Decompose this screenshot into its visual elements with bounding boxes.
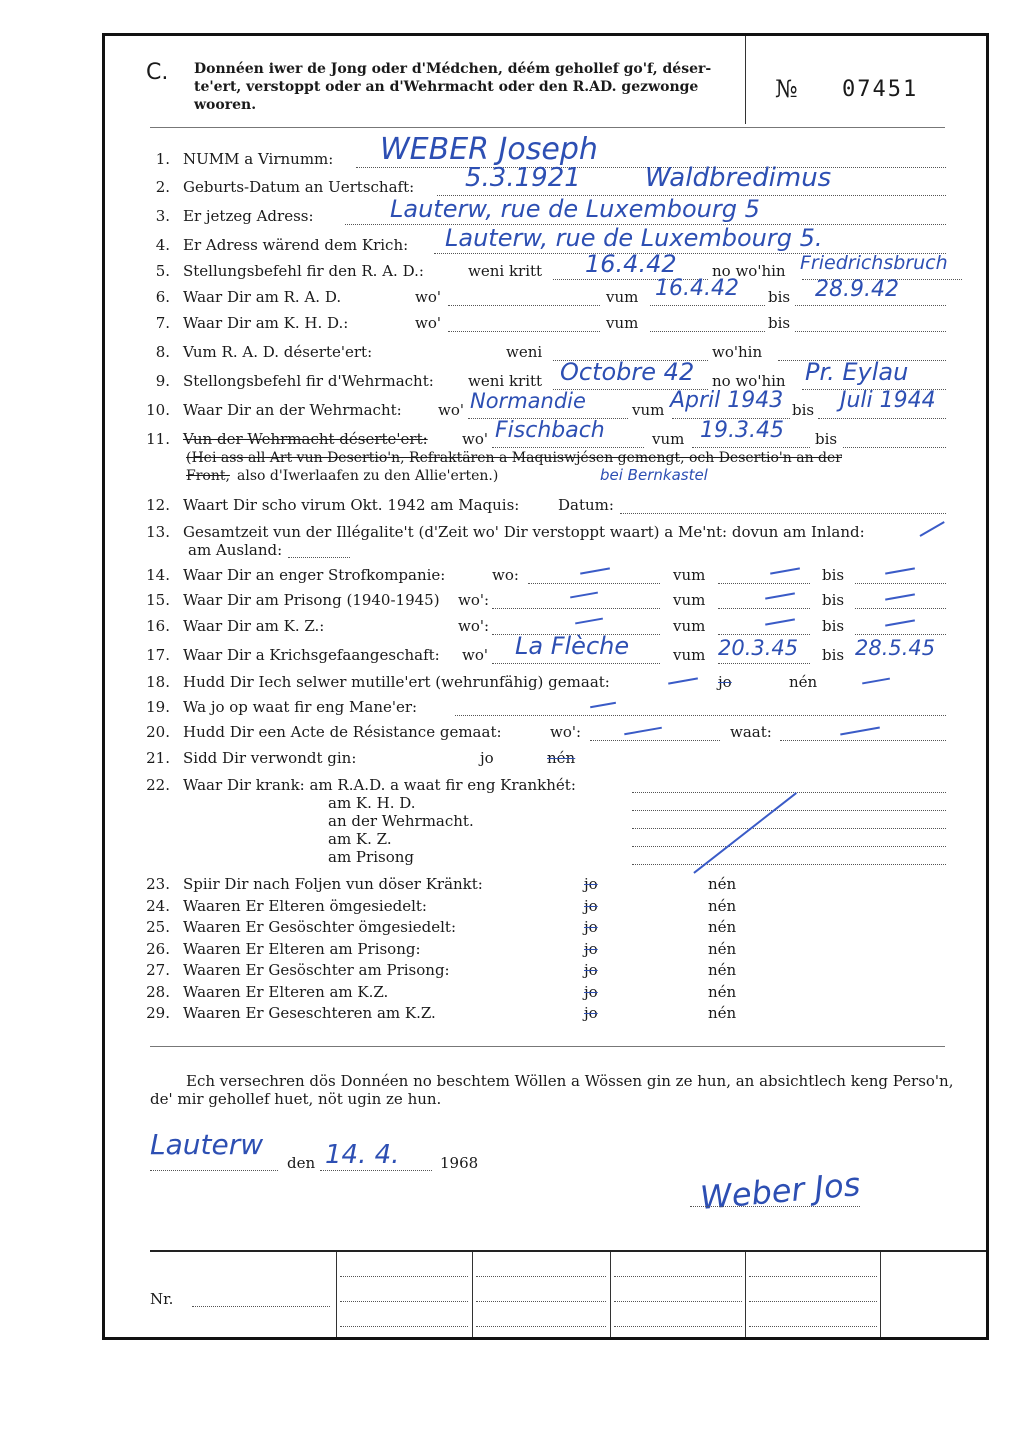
rad-from-date[interactable]: 16.4.42 [655, 276, 739, 301]
wo-label: wo' [462, 430, 488, 448]
frame-right [986, 35, 989, 1340]
item-4-label: Er Adress wärend dem Krich: [183, 236, 409, 254]
table-divider [745, 1252, 746, 1337]
bis-label: bis [822, 591, 845, 609]
fill-line [448, 305, 600, 306]
wehrmacht-to-date[interactable]: Juli 1944 [840, 388, 936, 413]
wohin-label: no wo'hin [712, 372, 786, 390]
nen-option[interactable]: nén [708, 940, 737, 958]
item-number: 14. [146, 566, 170, 584]
item-11-explanation: (Hei ass all Art vun Desertio'n, Refraktären a Maquiswjésen gemengt, och Desertio'n an der [186, 450, 842, 466]
declaration-text: Ech versechren dös Donnéen no beschtem Wöllen a Wössen gin ze hun, an absichtlech keng Perso'n, de' mir gehollef huet, nöt ugin ze hun. [150, 1072, 954, 1108]
nen-option[interactable]: nén [547, 749, 576, 767]
item-2-label: Geburts-Datum an Uertschaft: [183, 178, 415, 196]
dash-mark [770, 567, 800, 574]
header-divider [745, 36, 746, 124]
table-cell-line [340, 1301, 468, 1302]
bis-label: bis [815, 430, 838, 448]
birth-place-value[interactable]: Waldbredimus [645, 163, 832, 193]
signing-place[interactable]: Lauterw [150, 1128, 264, 1161]
fill-line [795, 305, 946, 306]
bis-label: bis [768, 288, 791, 306]
fill-line [632, 828, 946, 829]
jo-option[interactable]: jo [584, 1004, 598, 1022]
item-number: 21. [146, 749, 170, 767]
fill-line [192, 1306, 330, 1307]
item-24-label: Waaren Er Elteren ömgesiedelt: [183, 897, 427, 915]
footer-rule [150, 1250, 986, 1252]
wo-label: wo' [415, 288, 441, 306]
frame-bottom [102, 1337, 989, 1340]
table-cell-line [476, 1301, 606, 1302]
fill-line [855, 634, 946, 635]
section-letter: C. [146, 60, 169, 85]
nen-option[interactable]: nén [708, 983, 737, 1001]
rad-order-place[interactable]: Friedrichsbruch [800, 252, 948, 274]
fill-line [632, 810, 946, 811]
item-number: 17. [146, 646, 170, 664]
item-21-label: Sidd Dir verwondt gin: [183, 749, 357, 767]
item-number: 29. [146, 1004, 170, 1022]
fill-line [492, 447, 644, 448]
item-number: 5. [155, 262, 170, 280]
war-address-value[interactable]: Lauterw, rue de Luxembourg 5. [445, 224, 823, 252]
dash-mark [624, 727, 662, 735]
item-number: 23. [146, 875, 170, 893]
jo-option[interactable]: jo [480, 749, 494, 767]
bis-label: bis [822, 617, 845, 635]
fill-line [320, 1170, 432, 1171]
vum-label: vum [673, 617, 706, 635]
item-number: 2. [155, 178, 170, 196]
vum-label: vum [606, 314, 639, 332]
fill-line [718, 634, 810, 635]
vum-label: vum [606, 288, 639, 306]
item-9-label: Stellongsbefehl fir d'Wehrmacht: [183, 372, 434, 390]
rad-order-date[interactable]: 16.4.42 [585, 250, 677, 278]
dash-mark [570, 592, 598, 598]
datum-label: Datum: [558, 496, 614, 514]
waat-label: waat: [730, 723, 772, 741]
item-15-label: Waar Dir am Prisong (1940-1945) [183, 591, 440, 609]
fill-line [150, 1170, 278, 1171]
desertion-note[interactable]: bei Bernkastel [600, 466, 708, 484]
item-22-label: Waar Dir krank: am R.A.D. a waat fir eng Krankhét: [183, 776, 576, 794]
number-sign: № [775, 75, 798, 103]
item-number: 20. [146, 723, 170, 741]
item-29-label: Waaren Er Geseschteren am K.Z. [183, 1004, 436, 1022]
dash-mark [575, 618, 603, 624]
table-cell-line [614, 1326, 742, 1327]
table-divider [472, 1252, 473, 1337]
table-cell-line [614, 1301, 742, 1302]
wo-label: wo' [415, 314, 441, 332]
item-number: 26. [146, 940, 170, 958]
wo-label: wo: [492, 566, 519, 584]
fill-line [492, 663, 660, 664]
weni-kritt-label: weni kritt [468, 262, 543, 280]
item-number: 19. [146, 698, 170, 716]
table-cell-line [340, 1326, 468, 1327]
wo-label: wo': [458, 591, 490, 609]
item-number: 10. [146, 401, 170, 419]
item-17-label: Waar Dir a Krichsgefaangeschaft: [183, 646, 440, 664]
fill-line [855, 608, 946, 609]
item-12-label: Waart Dir scho virum Okt. 1942 am Maquis: [183, 496, 520, 514]
item-number: 24. [146, 897, 170, 915]
item-19-label: Wa jo op waat fir eng Mane'er: [183, 698, 418, 716]
ausland-label: am Ausland: [188, 541, 283, 559]
vum-label: vum [632, 401, 665, 419]
item-number: 9. [155, 372, 170, 390]
item-number: 8. [155, 343, 170, 361]
item-11-allies: also d'Iwerlaafen zu den Allie'erten.) [237, 468, 499, 484]
fill-line [843, 447, 946, 448]
item-13-label: Gesamtzeit vun der Illégalite't (d'Zeit wo' Dir verstoppt waart) a Me'nt: dovun am Inland: [183, 523, 865, 541]
fill-line [632, 846, 946, 847]
item-number: 11. [146, 430, 170, 448]
birth-date-value[interactable]: 5.3.1921 [465, 163, 581, 193]
jo-option[interactable]: jo [584, 983, 598, 1001]
item-5-label: Stellungsbefehl fir den R. A. D.: [183, 262, 424, 280]
item-20-label: Hudd Dir een Acte de Résistance gemaat: [183, 723, 502, 741]
vum-label: vum [673, 646, 706, 664]
fill-line [690, 1206, 860, 1207]
table-divider [610, 1252, 611, 1337]
dash-mark [840, 727, 880, 735]
item-number: 4. [155, 236, 170, 254]
nr-label: Nr. [150, 1290, 174, 1308]
table-divider [880, 1252, 881, 1337]
fill-line [692, 447, 810, 448]
dash-mark [590, 702, 616, 708]
item-7-label: Waar Dir am K. H. D.: [183, 314, 349, 332]
desertion-date[interactable]: 19.3.45 [700, 418, 784, 443]
fill-line [455, 715, 946, 716]
item-16-label: Waar Dir am K. Z.: [183, 617, 325, 635]
item-23-label: Spiir Dir nach Foljen vun döser Kränkt: [183, 875, 483, 893]
table-cell-line [476, 1276, 606, 1277]
jo-option[interactable]: jo [584, 897, 598, 915]
fill-line [795, 331, 946, 332]
section-title: Donnéen iwer de Jong oder d'Médchen, déém gehollef go'f, déser-te'ert, verstoppt oder an d'Wehrmacht oder den R.AD. gezwonge wooren. [194, 61, 712, 113]
bis-label: bis [822, 566, 845, 584]
item-number: 12. [146, 496, 170, 514]
item-3-label: Er jetzeg Adress: [183, 207, 314, 225]
item-11-front: Front, [186, 468, 230, 484]
fill-line [632, 864, 946, 865]
table-divider [336, 1252, 337, 1337]
item-11-label: Vun der Wehrmacht déserte'ert: [183, 430, 428, 448]
nen-option[interactable]: nén [708, 897, 737, 915]
bis-label: bis [768, 314, 791, 332]
fill-line [620, 513, 946, 514]
form-number: 07451 [842, 77, 919, 102]
rad-to-date[interactable]: 28.9.42 [815, 277, 899, 302]
fill-line [780, 740, 946, 741]
dash-mark [885, 593, 915, 600]
wo-label: wo': [550, 723, 582, 741]
ill-khd-label: am K. H. D. [328, 794, 416, 812]
frame-top [102, 33, 989, 36]
dash-mark [668, 677, 698, 684]
item-number: 25. [146, 918, 170, 936]
item-10-label: Waar Dir an der Wehrmacht: [183, 401, 402, 419]
item-number: 3. [155, 207, 170, 225]
jo-option[interactable]: jo [584, 918, 598, 936]
pow-from-date[interactable]: 20.3.45 [718, 636, 799, 660]
strike-diagonal [693, 792, 796, 873]
item-14-label: Waar Dir an enger Strofkompanie: [183, 566, 446, 584]
fill-line [818, 418, 946, 419]
vum-label: vum [673, 566, 706, 584]
fill-line [718, 583, 810, 584]
nen-option[interactable]: nén [708, 1004, 737, 1022]
dash-mark [920, 521, 945, 536]
bis-label: bis [792, 401, 815, 419]
section-rule [150, 1046, 945, 1047]
nen-option[interactable]: nén [708, 875, 737, 893]
vum-label: vum [652, 430, 685, 448]
wohin-label: wo'hin [712, 343, 763, 361]
pow-to-date[interactable]: 28.5.45 [855, 636, 936, 660]
current-address-value[interactable]: Lauterw, rue de Luxembourg 5 [390, 195, 760, 223]
jo-option[interactable]: jo [584, 940, 598, 958]
item-number: 7. [155, 314, 170, 332]
dash-mark [765, 592, 795, 599]
ill-kz-label: am K. Z. [328, 830, 392, 848]
item-25-label: Waaren Er Gesöschter ömgesiedelt: [183, 918, 457, 936]
item-number: 22. [146, 776, 170, 794]
fill-line [718, 608, 810, 609]
jo-option[interactable]: jo [718, 673, 732, 691]
wehrmacht-from-date[interactable]: April 1943 [670, 388, 784, 413]
item-number: 18. [146, 673, 170, 691]
header-rule [150, 127, 945, 128]
wo-label: wo' [438, 401, 464, 419]
table-cell-line [476, 1326, 606, 1327]
weni-label: weni [506, 343, 543, 361]
name-value[interactable]: WEBER Joseph [380, 132, 598, 167]
signing-date[interactable]: 14. 4. [325, 1140, 400, 1170]
table-cell-line [614, 1276, 742, 1277]
ill-prisong-label: am Prisong [328, 848, 414, 866]
item-number: 27. [146, 961, 170, 979]
nen-option[interactable]: nén [789, 673, 818, 691]
fill-line [650, 331, 765, 332]
dash-mark [885, 619, 915, 626]
wehrmacht-place[interactable]: Normandie [470, 389, 586, 413]
item-28-label: Waaren Er Elteren am K.Z. [183, 983, 389, 1001]
item-number: 15. [146, 591, 170, 609]
signature[interactable]: Weber Jos [698, 1165, 862, 1217]
vum-label: vum [673, 591, 706, 609]
item-number: 28. [146, 983, 170, 1001]
item-number: 6. [155, 288, 170, 306]
wo-label: wo' [462, 646, 488, 664]
jo-option[interactable]: jo [584, 961, 598, 979]
fill-line [632, 792, 946, 793]
table-cell-line [749, 1276, 877, 1277]
fill-line [528, 583, 660, 584]
desertion-place[interactable]: Fischbach [495, 418, 605, 443]
fill-line [492, 608, 660, 609]
item-number: 16. [146, 617, 170, 635]
table-cell-line [340, 1276, 468, 1277]
dash-mark [765, 618, 795, 625]
wo-label: wo': [458, 617, 490, 635]
fill-line [855, 583, 946, 584]
fill-line [650, 305, 765, 306]
fill-line [448, 331, 600, 332]
item-6-label: Waar Dir am R. A. D. [183, 288, 342, 306]
fill-line [288, 557, 350, 558]
item-26-label: Waaren Er Elteren am Prisong: [183, 940, 421, 958]
pow-place[interactable]: La Flèche [515, 632, 630, 660]
fill-line [590, 740, 720, 741]
item-8-label: Vum R. A. D. déserte'ert: [183, 343, 373, 361]
item-number: 13. [146, 523, 170, 541]
dash-mark [885, 567, 915, 574]
den-label: den [287, 1154, 316, 1172]
fill-line [718, 663, 810, 664]
bis-label: bis [822, 646, 845, 664]
wohin-label: no wo'hin [712, 262, 786, 280]
wehrmacht-order-place[interactable]: Pr. Eylau [805, 358, 909, 386]
item-number: 1. [155, 150, 170, 168]
jo-option[interactable]: jo [584, 875, 598, 893]
wehrmacht-order-date[interactable]: Octobre 42 [560, 358, 695, 386]
item-27-label: Waaren Er Gesöschter am Prisong: [183, 961, 450, 979]
frame-left [102, 35, 105, 1340]
item-18-label: Hudd Dir Iech selwer mutille'ert (wehrunfähig) gemaat: [183, 673, 610, 691]
table-cell-line [749, 1326, 877, 1327]
weni-kritt-label: weni kritt [468, 372, 543, 390]
ill-wehrmacht-label: an der Wehrmacht. [328, 812, 474, 830]
signing-year: 1968 [440, 1154, 479, 1172]
dash-mark [580, 567, 610, 574]
nen-option[interactable]: nén [708, 918, 737, 936]
nen-option[interactable]: nén [708, 961, 737, 979]
dash-mark [862, 678, 890, 684]
item-1-label: NUMM a Virnumm: [183, 150, 334, 168]
table-cell-line [749, 1301, 877, 1302]
